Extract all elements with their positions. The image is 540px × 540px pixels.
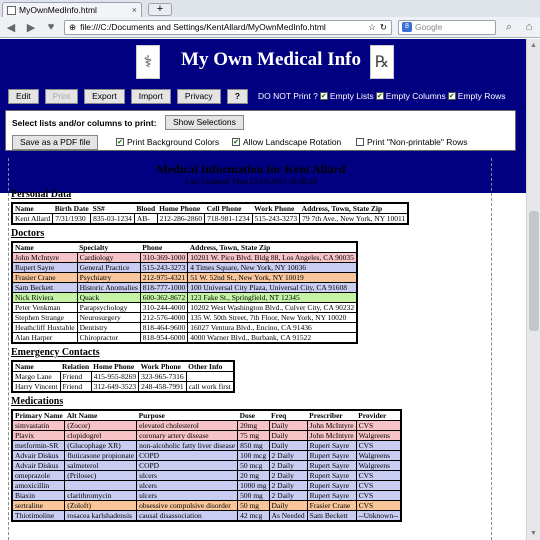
table-cell: 50 mcg: [238, 461, 269, 471]
table-row: [12, 333, 357, 344]
medical-document: [8, 158, 492, 540]
table-cell: (Zocor): [65, 421, 137, 431]
table-row: [12, 421, 401, 431]
table-row: [12, 214, 408, 225]
option-nonprintable[interactable]: [356, 137, 468, 147]
reload-icon[interactable]: ↻: [379, 21, 387, 32]
column-header: Blood: [136, 204, 156, 213]
table-cell: CVS: [356, 481, 401, 491]
table-cell: Quack: [77, 293, 140, 303]
table-cell: 310-369-1000: [140, 253, 188, 263]
table-cell: Rupert Sayre: [307, 451, 356, 461]
table-cell: causal disassociation: [137, 511, 238, 522]
table-cell: [65, 481, 137, 491]
table-cell: Plavix: [12, 431, 65, 441]
print-selection-panel: [5, 110, 516, 151]
table-cell: 600-362-8672: [140, 293, 188, 303]
nonprintable-label: Print "Non-printable" Rows: [367, 137, 468, 147]
bg-colors-checkbox[interactable]: ✔: [117, 139, 123, 146]
search-placeholder: Google: [415, 22, 443, 32]
google-icon[interactable]: 8: [402, 22, 412, 32]
empty-columns-label: Empty Columns: [385, 91, 446, 101]
save-pdf-button[interactable]: Save as a PDF file: [12, 135, 98, 150]
doctors-table: [11, 241, 358, 344]
table-cell: obsessive compulsive disorder: [137, 501, 238, 511]
table-cell: 16027 Ventura Blvd., Encino, CA 91436: [188, 323, 357, 333]
table-cell: rosacea karlshadensis: [65, 511, 137, 522]
browser-chrome: [0, 0, 540, 38]
print-button[interactable]: Print: [45, 89, 78, 104]
table-cell: Daily: [269, 501, 307, 511]
table-cell: Friend: [60, 372, 91, 382]
tab-bar: [0, 0, 540, 17]
table-cell: Rupert Sayre: [307, 471, 356, 481]
table-cell: Dentistry: [77, 323, 140, 333]
table-row: [12, 253, 357, 263]
table-cell: 75 mg: [238, 431, 269, 441]
table-cell: CVS: [356, 441, 401, 451]
table-cell: 123 Fake St., Springfield, NT 12345: [188, 293, 357, 303]
table-cell: amoxicillin: [12, 481, 65, 491]
table-cell: Frasier Crane: [307, 501, 356, 511]
table-cell: 212-286-2860: [157, 214, 205, 225]
show-selections-button[interactable]: Show Selections: [165, 115, 244, 130]
medications-table: [11, 409, 402, 522]
table-cell: 310-244-4000: [140, 303, 188, 313]
table-cell: 718-981-1234: [205, 214, 253, 225]
table-cell: AB-: [134, 214, 157, 225]
table-row: [12, 323, 357, 333]
table-cell: COPD: [137, 451, 238, 461]
table-cell: 4000 Warner Blvd., Burbank, CA 91522: [188, 333, 357, 344]
table-cell: coronary artery disease: [137, 431, 238, 441]
table-cell: (Zoloft): [65, 501, 137, 511]
table-cell: ulcers: [137, 491, 238, 501]
table-row: [12, 441, 401, 451]
table-cell: 515-243-3273: [252, 214, 300, 225]
table-cell: 4 Times Square, New York, NY 10036: [188, 263, 357, 273]
table-row: [12, 431, 401, 441]
personal-table: [11, 202, 409, 225]
empty-rows-checkbox[interactable]: ✔: [448, 93, 455, 100]
table-cell: 248-458-7991: [139, 382, 187, 393]
tab-title: MyOwnMedInfo.html: [19, 5, 97, 15]
table-cell: John McIntyre: [307, 421, 356, 431]
table-cell: clopidogrel: [65, 431, 137, 441]
column-header: Other Info: [186, 361, 234, 372]
nonprintable-checkbox[interactable]: [356, 138, 364, 146]
table-cell: Parapsychology: [77, 303, 140, 313]
table-cell: Daily: [269, 441, 307, 451]
table-row: [12, 263, 357, 273]
column-header: Primary Name: [12, 410, 65, 421]
table-cell: Cardiology: [77, 253, 140, 263]
document-title: Medical Information for Kent Allard: [156, 162, 346, 176]
page-favicon-icon: [7, 6, 16, 15]
home-icon[interactable]: ⌂: [525, 21, 533, 33]
table-cell: non-alcoholic fatty liver disease: [137, 441, 238, 451]
noprint-options: [258, 91, 505, 101]
table-cell: General Practice: [77, 263, 140, 273]
url-text: file:///C:/Documents and Settings/KentAllard/MyOwnMedInfo.html: [80, 22, 326, 32]
import-button[interactable]: Import: [131, 89, 171, 104]
column-header: Name: [12, 361, 60, 372]
star-icon[interactable]: ☆: [368, 21, 376, 32]
new-tab-button[interactable]: +: [148, 3, 172, 16]
column-header: Phone: [140, 242, 188, 253]
site-title: My Own Medical Info: [181, 49, 361, 70]
column-header: Prescriber: [307, 410, 356, 421]
search-box[interactable]: [398, 20, 496, 35]
page-scrollbar[interactable]: [526, 39, 540, 540]
table-cell: COPD: [137, 461, 238, 471]
table-cell: Kent Allard: [12, 214, 53, 225]
landscape-label: Allow Landscape Rotation: [243, 137, 342, 147]
noprint-label: DO NOT Print ?: [258, 91, 318, 101]
table-cell: elevated cholesterol: [137, 421, 238, 431]
table-cell: 20 mg: [238, 471, 269, 481]
doctors-heading: Doctors: [11, 228, 45, 239]
column-header: Dose: [238, 410, 269, 421]
page-content: [0, 39, 526, 540]
table-cell: Margo Lane: [12, 372, 60, 382]
table-row: [12, 481, 401, 491]
table-cell: Frasier Crane: [12, 273, 77, 283]
table-row: [12, 283, 357, 293]
emergency-heading: Emergency Contacts: [11, 347, 100, 358]
table-cell: 500 mg: [238, 491, 269, 501]
last-updated: Last Updated: Mon 12/16/2013 18:40:20: [185, 177, 317, 186]
page-info-icon: ⊕: [69, 21, 77, 32]
table-cell: 79 7th Ave., New York, NY 10011: [300, 214, 409, 225]
table-cell: Rupert Sayre: [307, 441, 356, 451]
column-header: Provider: [356, 410, 401, 421]
table-cell: Chiropractor: [77, 333, 140, 344]
table-cell: 2 Daily: [269, 481, 307, 491]
table-cell: omeprazole: [12, 471, 65, 481]
scroll-down-icon[interactable]: ▼: [530, 530, 537, 537]
column-header: Home Phone: [157, 203, 205, 214]
table-cell: 2 Daily: [269, 461, 307, 471]
table-cell: Stephen Strange: [12, 313, 77, 323]
scroll-up-icon[interactable]: ▲: [530, 42, 537, 49]
table-cell: John McIntyre: [12, 253, 77, 263]
table-row: [12, 491, 401, 501]
table-cell: Sam Beckett: [12, 283, 77, 293]
table-cell: CVS: [356, 421, 401, 431]
table-header-row: [12, 203, 408, 214]
export-button[interactable]: Export: [84, 89, 125, 104]
table-cell: 51 W. 52nd St., New York, NY 10019: [188, 273, 357, 283]
table-row: [12, 451, 401, 461]
table-cell: 212-576-4000: [140, 313, 188, 323]
table-row: [12, 511, 401, 522]
table-cell: Biaxin: [12, 491, 65, 501]
table-cell: salmeterol: [65, 461, 137, 471]
help-button[interactable]: ?: [227, 89, 248, 104]
table-row: [12, 303, 357, 313]
table-cell: Nick Riviera: [12, 293, 77, 303]
table-cell: 7/31/1930: [53, 214, 91, 225]
column-header: Freq: [269, 410, 307, 421]
table-cell: 42 mcg: [238, 511, 269, 522]
table-cell: 818-777-1000: [140, 283, 188, 293]
column-header: Name: [12, 203, 53, 214]
table-cell: --Unknown--: [356, 511, 401, 522]
table-cell: clarithromycin: [65, 491, 137, 501]
table-cell: ulcers: [137, 471, 238, 481]
table-cell: 10202 West Washington Blvd., Culver City, CA 90232: [188, 303, 357, 313]
privacy-button[interactable]: Privacy: [177, 89, 221, 104]
table-cell: Walgreens: [356, 431, 401, 441]
table-cell: Peter Venkman: [12, 303, 77, 313]
column-header: Address, Town, State Zip: [188, 242, 357, 253]
search-icon[interactable]: ⌕: [505, 20, 513, 33]
table-row: [12, 273, 357, 283]
table-cell: 100 mcg: [238, 451, 269, 461]
table-cell: metformin-SR: [12, 441, 65, 451]
table-cell: 818-954-6000: [140, 333, 188, 344]
column-header: Work Phone: [139, 361, 187, 372]
table-cell: (Prilosec): [65, 471, 137, 481]
table-cell: [186, 372, 234, 382]
table-cell: 415-955-8269: [91, 372, 139, 382]
table-header-row: [12, 410, 401, 421]
table-cell: 212-975-4321: [140, 273, 188, 283]
address-bar[interactable]: [64, 20, 392, 35]
table-cell: Heathcliff Huxtable: [12, 323, 77, 333]
table-cell: 835-03-1234: [91, 214, 135, 225]
table-cell: call work first: [186, 382, 234, 393]
prescription-icon: ℞: [370, 45, 394, 79]
table-cell: 1000 mg: [238, 481, 269, 491]
table-cell: As Needed: [269, 511, 307, 522]
table-row: [12, 501, 401, 511]
column-header: Relation: [62, 362, 90, 371]
table-cell: Rupert Sayre: [307, 481, 356, 491]
table-cell: Advair Diskus: [12, 451, 65, 461]
table-cell: 50 mg: [238, 501, 269, 511]
table-cell: Rupert Sayre: [12, 263, 77, 273]
scroll-thumb[interactable]: [529, 211, 539, 331]
table-cell: Daily: [269, 431, 307, 441]
table-cell: 10201 W. Pico Blvd. Bldg 88, Los Angeles, CA 90035: [188, 253, 357, 263]
table-cell: Walgreens: [356, 451, 401, 461]
table-cell: 2 Daily: [269, 451, 307, 461]
table-cell: 323-965-7316: [139, 372, 187, 382]
table-row: [12, 293, 357, 303]
caduceus-icon: ⚕: [136, 45, 160, 79]
empty-columns-checkbox[interactable]: ✔: [376, 93, 383, 100]
table-cell: Friend: [60, 382, 91, 393]
column-header: Birth Date: [54, 204, 89, 213]
table-cell: 515-243-3273: [140, 263, 188, 273]
table-row: [12, 382, 234, 393]
column-header: Work Phone: [252, 203, 300, 214]
table-cell: Sam Beckett: [307, 511, 356, 522]
table-cell: 100 Universal City Plaza, Universal City, CA 91608: [188, 283, 357, 293]
table-cell: 2 Daily: [269, 491, 307, 501]
table-cell: Advair Diskus: [12, 461, 65, 471]
option-landscape[interactable]: [232, 137, 341, 147]
table-cell: Rupert Sayre: [307, 461, 356, 471]
table-row: [12, 313, 357, 323]
emergency-table: [11, 360, 235, 393]
medications-heading: Medications: [11, 396, 64, 407]
column-header: Alt Name: [65, 410, 137, 421]
table-cell: Thiotimoline: [12, 511, 65, 522]
personal-heading: Personal Data: [11, 189, 72, 200]
column-header: Specialty: [77, 242, 140, 253]
landscape-checkbox[interactable]: ✔: [233, 139, 239, 146]
table-cell: sertraline: [12, 501, 65, 511]
table-cell: (Glucophage XR): [65, 441, 137, 451]
table-cell: fluticasone propionate: [65, 451, 137, 461]
browser-tab[interactable]: [2, 2, 142, 17]
table-cell: Daily: [269, 421, 307, 431]
column-header: Cell Phone: [205, 203, 253, 214]
table-cell: John McIntyre: [307, 431, 356, 441]
column-header: Name: [12, 242, 77, 253]
table-header-row: [12, 361, 234, 372]
table-header-row: [12, 242, 357, 253]
table-cell: 818-464-9600: [140, 323, 188, 333]
bookmark-icon[interactable]: ♥: [47, 21, 55, 33]
table-cell: CVS: [356, 471, 401, 481]
table-cell: CVS: [356, 491, 401, 501]
table-cell: ulcers: [137, 481, 238, 491]
main-toolbar: [8, 89, 248, 104]
table-cell: Rupert Sayre: [307, 491, 356, 501]
table-cell: 20mg: [238, 421, 269, 431]
select-label: Select lists and/or columns to print:: [12, 118, 157, 128]
edit-button[interactable]: Edit: [8, 89, 39, 104]
forward-icon[interactable]: ▶: [26, 21, 36, 34]
empty-lists-checkbox[interactable]: ✔: [320, 93, 327, 100]
back-icon[interactable]: ◀: [6, 21, 16, 34]
table-row: [12, 372, 234, 382]
navigation-bar: [0, 17, 540, 37]
table-cell: 312-649-3523: [91, 382, 139, 393]
table-cell: Walgreens: [356, 461, 401, 471]
table-row: [12, 461, 401, 471]
table-cell: 135 W. 50th Street, 7th Floor, New York, NY 10020: [188, 313, 357, 323]
empty-rows-label: Empty Rows: [457, 91, 506, 101]
empty-lists-label: Empty Lists: [329, 91, 374, 101]
table-cell: 2 Daily: [269, 471, 307, 481]
table-cell: Harry Vincent: [12, 382, 60, 393]
column-header: Home Phone: [91, 361, 139, 372]
column-header: Address, Town, State Zip: [300, 203, 409, 214]
table-row: [12, 471, 401, 481]
column-header: Purpose: [137, 410, 238, 421]
table-cell: simvastatin: [12, 421, 65, 431]
table-cell: 850 mg: [238, 441, 269, 451]
column-header: SS#: [91, 203, 135, 214]
table-cell: Historic Anomalies: [77, 283, 140, 293]
table-cell: Alan Harper: [12, 333, 77, 344]
table-cell: CVS: [356, 501, 401, 511]
table-cell: Psychiatry: [77, 273, 140, 283]
close-tab-icon[interactable]: ×: [131, 5, 137, 15]
option-bg-colors[interactable]: [116, 137, 219, 147]
table-cell: Neurosurgery: [77, 313, 140, 323]
bg-colors-label: Print Background Colors: [127, 137, 220, 147]
